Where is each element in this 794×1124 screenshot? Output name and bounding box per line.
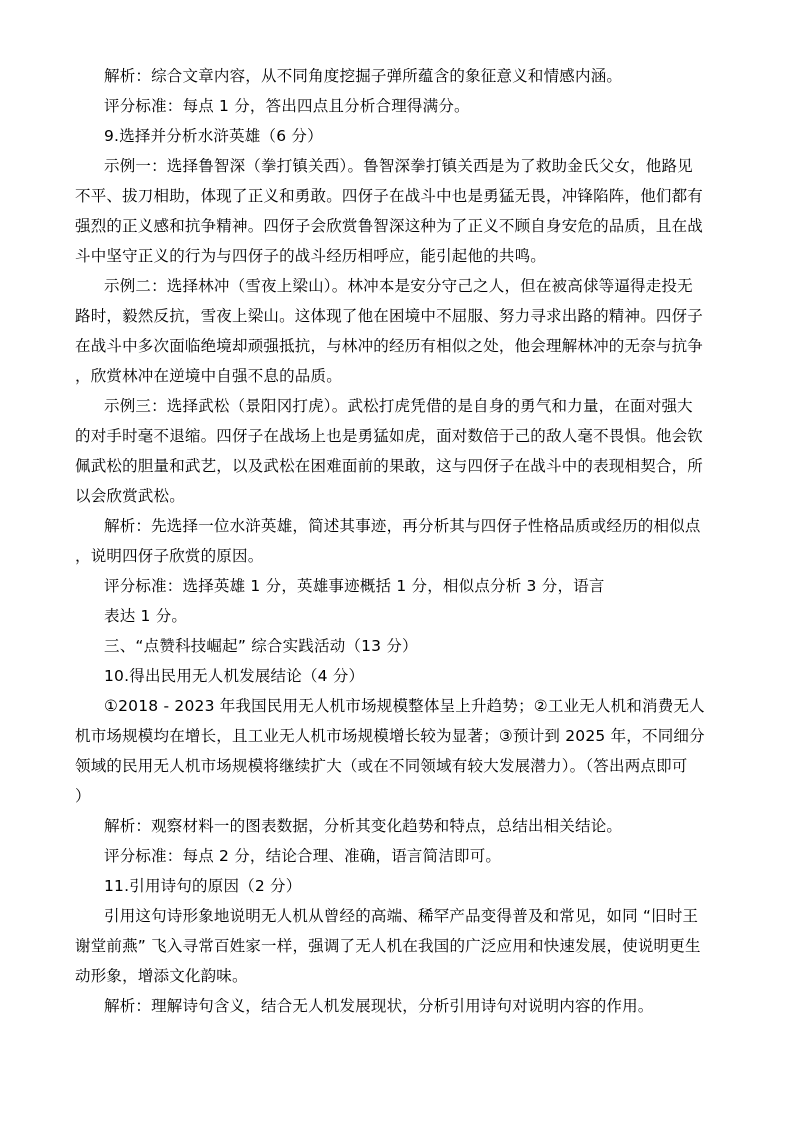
text-line: 示例三：选择武松（景阳冈打虎）。武松打虎凭借的是自身的勇气和力量，在面对强大 <box>104 397 693 415</box>
text-line: 引用这句诗形象地说明无人机从曾经的高端、稀罕产品变得普及和常见，如同 “旧时王 <box>104 907 699 925</box>
text-line: 佩武松的胆量和武艺，以及武松在困难面前的果敢，这与四伢子在战斗中的表现相契合，所 <box>75 457 704 475</box>
text-line: 示例二：选择林冲（雪夜上梁山）。林冲本是安分守己之人，但在被高俅等逼得走投无 <box>104 277 693 295</box>
text-line: 不平、拔刀相助，体现了正义和勇敢。四伢子在战斗中也是勇猛无畏，冲锋陷阵，他们都有 <box>75 187 704 205</box>
text-line: ，欣赏林冲在逆境中自强不息的品质。 <box>75 367 342 385</box>
text-line: 动形象，增添文化韵味。 <box>75 967 248 985</box>
text-line: 以会欣赏武松。 <box>75 487 185 505</box>
text-line: 解析：理解诗句含义，结合无人机发展现状，分析引用诗句对说明内容的作用。 <box>104 997 654 1015</box>
text-line: 斗中坚守正义的行为与四伢子的战斗经历相呼应，能引起他的共鸣。 <box>75 247 547 265</box>
text-line: ） <box>75 787 91 805</box>
text-line: 10.得出民用无人机发展结论（4 分） <box>104 667 365 685</box>
text-line: 评分标准：每点 1 分，答出四点且分析合理得满分。 <box>104 97 470 115</box>
document-page <box>75 61 724 1021</box>
text-line: 领域的民用无人机市场规模将继续扩大（或在不同领域有较大发展潜力）。（答出两点即可 <box>75 757 688 775</box>
text-line: 9.选择并分析水浒英雄（6 分） <box>104 127 323 145</box>
text-line: ，说明四伢子欣赏的原因。 <box>75 547 264 565</box>
text-line: 路时，毅然反抗，雪夜上梁山。这体现了他在困境中不屈服、努力寻求出路的精神。四伢子 <box>75 307 704 325</box>
text-line: ①2018 - 2023 年我国民用无人机市场规模整体呈上升趋势；②工业无人机和消费无人 <box>104 697 705 715</box>
text-line: 表达 1 分。 <box>104 607 188 625</box>
text-line: 解析：观察材料一的图表数据，分析其变化趋势和特点，总结出相关结论。 <box>104 817 623 835</box>
text-line: 的对手时毫不退缩。四伢子在战场上也是勇猛如虎，面对数倍于己的敌人毫不畏惧。他会钦 <box>75 427 704 445</box>
text-line: 三、“点赞科技崛起” 综合实践活动（13 分） <box>104 637 418 655</box>
text-line: 在战斗中多次面临绝境却顽强抵抗，与林冲的经历有相似之处，他会理解林冲的无奈与抗争 <box>75 337 704 355</box>
text-line: 解析：综合文章内容，从不同角度挖掘子弹所蕴含的象征意义和情感内涵。 <box>104 67 623 85</box>
text-line: 11.引用诗句的原因（2 分） <box>104 877 302 895</box>
text-line: 评分标准：选择英雄 1 分，英雄事迹概括 1 分，相似点分析 3 分，语言 <box>104 577 605 595</box>
text-line: 强烈的正义感和抗争精神。四伢子会欣赏鲁智深这种为了正义不顾自身安危的品质，且在战 <box>75 217 704 235</box>
text-line: 解析：先选择一位水浒英雄，简述其事迹，再分析其与四伢子性格品质或经历的相似点 <box>104 517 701 535</box>
text-line: 谢堂前燕” 飞入寻常百姓家一样，强调了无人机在我国的广泛应用和快速发展，使说明更生 <box>75 937 701 955</box>
text-line: 示例一：选择鲁智深（拳打镇关西）。鲁智深拳打镇关西是为了救助金氏父女，他路见 <box>104 157 693 175</box>
text-line: 评分标准：每点 2 分，结论合理、准确，语言简洁即可。 <box>104 847 502 865</box>
text-line: 机市场规模均在增长，且工业无人机市场规模增长较为显著；③预计到 2025 年，不同细分 <box>75 727 705 745</box>
